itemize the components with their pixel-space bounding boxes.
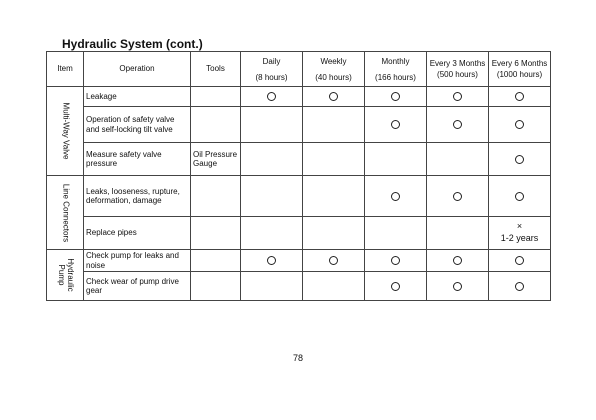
interval-cell-every3 bbox=[427, 217, 489, 250]
header-every-6-months-hours: (1000 hours) bbox=[496, 69, 543, 79]
operation-cell: Leakage bbox=[84, 87, 191, 107]
interval-cell-daily bbox=[241, 272, 303, 301]
interval-cell-daily bbox=[241, 176, 303, 217]
circle-icon bbox=[515, 282, 524, 291]
item-group-cell bbox=[47, 87, 84, 176]
header-every-3-months bbox=[427, 52, 489, 87]
circle-icon bbox=[267, 92, 276, 101]
interval-cell-weekly bbox=[303, 176, 365, 217]
interval-cell-weekly bbox=[303, 107, 365, 143]
header-operation: Operation bbox=[84, 52, 191, 87]
circle-icon bbox=[391, 120, 400, 129]
circle-icon bbox=[453, 192, 462, 201]
interval-cell-every3 bbox=[427, 272, 489, 301]
header-monthly bbox=[365, 52, 427, 87]
header-monthly-hours: (166 hours) bbox=[375, 72, 416, 82]
page-title: Hydraulic System (cont.) bbox=[62, 37, 203, 51]
tools-cell bbox=[191, 272, 241, 301]
table-row bbox=[47, 217, 551, 250]
item-group-label: Hydraulic Pump bbox=[57, 258, 75, 292]
interval-cell-every6 bbox=[489, 87, 551, 107]
circle-icon bbox=[515, 120, 524, 129]
operation-cell: Replace pipes bbox=[84, 217, 191, 250]
item-group-label: Multi-Way Valve bbox=[61, 102, 71, 160]
table-row bbox=[47, 87, 551, 107]
operation-cell: Operation of safety valve and self-locking tilt valve bbox=[84, 107, 191, 143]
table-row bbox=[47, 143, 551, 176]
header-every-6-months-label: Every 6 Months bbox=[491, 59, 548, 69]
interval-cell-monthly bbox=[365, 217, 427, 250]
header-weekly-label: Weekly bbox=[320, 57, 347, 67]
header-tools: Tools bbox=[191, 52, 241, 87]
table-row bbox=[47, 176, 551, 217]
interval-cell-weekly bbox=[303, 272, 365, 301]
header-daily-hours: (8 hours) bbox=[255, 72, 288, 82]
interval-cell-monthly bbox=[365, 143, 427, 176]
circle-icon bbox=[453, 282, 462, 291]
interval-cell-daily bbox=[241, 143, 303, 176]
operation-cell: Check wear of pump drive gear bbox=[84, 272, 191, 301]
interval-cell-weekly bbox=[303, 217, 365, 250]
interval-cell-every6 bbox=[489, 250, 551, 272]
interval-cell-every6 bbox=[489, 143, 551, 176]
interval-cell-daily bbox=[241, 87, 303, 107]
item-group-label: Line Connectors bbox=[61, 183, 71, 242]
header-daily bbox=[241, 52, 303, 87]
header-weekly bbox=[303, 52, 365, 87]
interval-cell-every3 bbox=[427, 143, 489, 176]
tools-cell bbox=[191, 217, 241, 250]
interval-cell-daily bbox=[241, 107, 303, 143]
tools-cell: Oil Pressure Gauge bbox=[191, 143, 241, 176]
circle-icon bbox=[329, 92, 338, 101]
interval-cell-every6 bbox=[489, 176, 551, 217]
page-number: 78 bbox=[292, 353, 303, 363]
header-every-6-months bbox=[489, 52, 551, 87]
interval-cell-every3 bbox=[427, 176, 489, 217]
table-row bbox=[47, 272, 551, 301]
circle-icon bbox=[391, 282, 400, 291]
interval-cell-every6 bbox=[489, 107, 551, 143]
circle-icon bbox=[329, 256, 338, 265]
interval-cell-every3 bbox=[427, 250, 489, 272]
interval-cell-every3 bbox=[427, 107, 489, 143]
item-group-cell bbox=[47, 176, 84, 250]
circle-icon bbox=[453, 120, 462, 129]
tools-cell bbox=[191, 250, 241, 272]
circle-icon bbox=[391, 192, 400, 201]
interval-cell-monthly bbox=[365, 250, 427, 272]
interval-cell-every3 bbox=[427, 87, 489, 107]
circle-icon bbox=[515, 155, 524, 164]
circle-icon bbox=[515, 256, 524, 265]
interval-cell-daily bbox=[241, 217, 303, 250]
item-group-cell bbox=[47, 250, 84, 301]
replacement-interval: × 1-2 years bbox=[500, 221, 539, 243]
interval-cell-weekly bbox=[303, 143, 365, 176]
interval-cell-monthly bbox=[365, 272, 427, 301]
interval-cell-every6 bbox=[489, 272, 551, 301]
interval-cell-weekly bbox=[303, 250, 365, 272]
operation-cell: Leaks, looseness, rupture, deformation, damage bbox=[84, 176, 191, 217]
maintenance-table bbox=[46, 51, 551, 301]
header-every-3-months-hours: (500 hours) bbox=[437, 69, 478, 79]
header-daily-label: Daily bbox=[262, 57, 281, 67]
circle-icon bbox=[515, 192, 524, 201]
circle-icon bbox=[391, 92, 400, 101]
circle-icon bbox=[515, 92, 524, 101]
operation-cell: Measure safety valve pressure bbox=[84, 143, 191, 176]
table-row bbox=[47, 107, 551, 143]
circle-icon bbox=[267, 256, 276, 265]
circle-icon bbox=[391, 256, 400, 265]
circle-icon bbox=[453, 92, 462, 101]
circle-icon bbox=[453, 256, 462, 265]
tools-cell bbox=[191, 107, 241, 143]
interval-cell-monthly bbox=[365, 87, 427, 107]
operation-cell: Check pump for leaks and noise bbox=[84, 250, 191, 272]
tools-cell bbox=[191, 176, 241, 217]
interval-cell-monthly bbox=[365, 176, 427, 217]
header-weekly-hours: (40 hours) bbox=[315, 72, 352, 82]
table-body bbox=[47, 87, 551, 301]
tools-cell bbox=[191, 87, 241, 107]
interval-cell-monthly bbox=[365, 107, 427, 143]
table-row bbox=[47, 250, 551, 272]
interval-cell-daily bbox=[241, 250, 303, 272]
header-monthly-label: Monthly bbox=[381, 57, 410, 67]
header-item: Item bbox=[47, 52, 84, 87]
header-row bbox=[47, 52, 551, 87]
interval-cell-every6 bbox=[489, 217, 551, 250]
interval-cell-weekly bbox=[303, 87, 365, 107]
header-every-3-months-label: Every 3 Months bbox=[429, 59, 486, 69]
